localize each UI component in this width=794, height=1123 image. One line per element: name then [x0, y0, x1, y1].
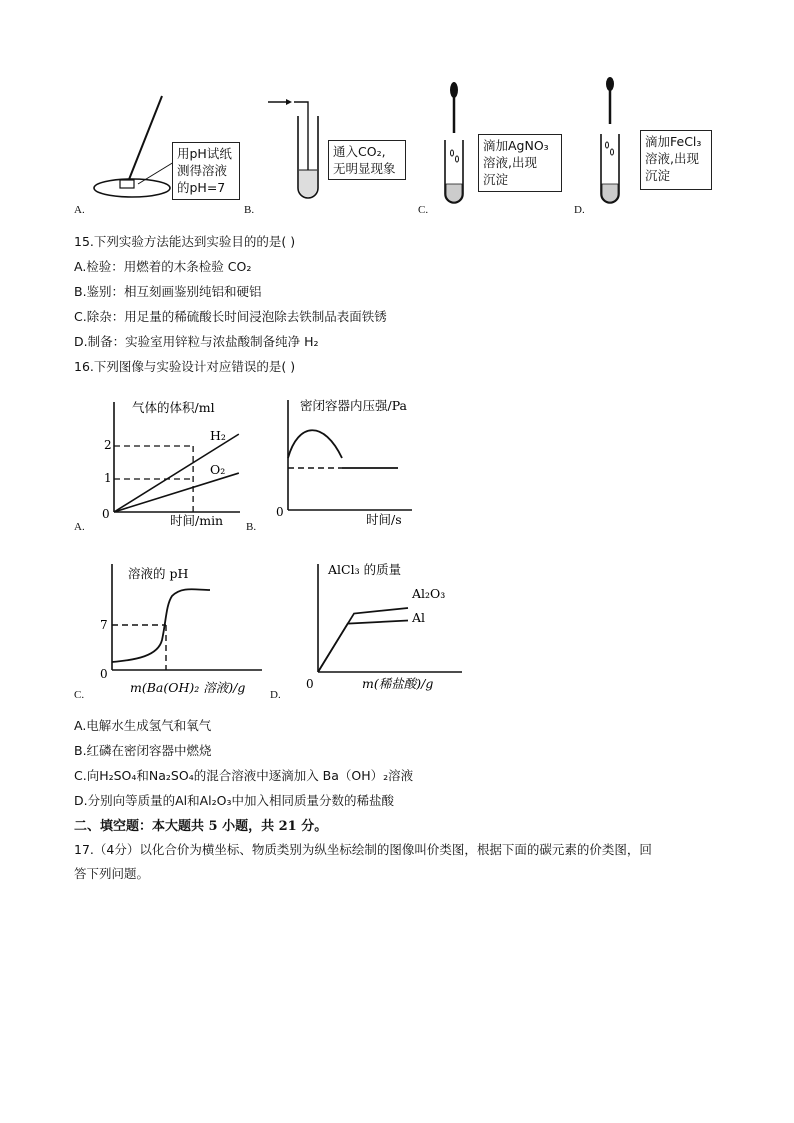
callout-c: 滴加AgNO₃ 溶液,出现 沉淀 [478, 134, 562, 192]
q16-label-d: D. [270, 689, 281, 701]
fecl3-tube-figure [596, 74, 630, 206]
q14-label-a: A. [74, 204, 85, 216]
agno3-tube-figure [440, 78, 474, 206]
y-tick-2: 2 [104, 438, 112, 452]
x-axis-label: m(稀盐酸)/g [362, 676, 434, 691]
chart-b [272, 392, 432, 528]
q17-line-1: 17.（4分）以化合价为横坐标、物质类别为纵坐标绘制的图像叫价类图，根据下面的碳元素的价类图，回 [74, 842, 652, 857]
q16-option-c: C.向H₂SO₄和Na₂SO₄的混合溶液中逐滴加入 Ba（OH）₂溶液 [74, 768, 414, 783]
origin-label: 0 [306, 677, 314, 691]
q14-label-d: D. [574, 204, 585, 216]
glass-rod [128, 96, 162, 182]
q14-label-b: B. [244, 204, 255, 216]
series-label-o2: O₂ [210, 462, 226, 477]
pressure-curve [288, 430, 342, 458]
chart-c [96, 560, 276, 700]
y-tick-7: 7 [100, 618, 108, 632]
callout-a: 用pH试纸 测得溶液 的pH=7 [172, 142, 240, 200]
q14-label-c: C. [418, 204, 429, 216]
origin-label: 0 [276, 505, 284, 519]
series-label-h2: H₂ [210, 428, 226, 443]
y-axis-label: AlCl₃ 的质量 [328, 562, 402, 577]
q16-label-c: C. [74, 689, 85, 701]
dropper-bulb [606, 77, 614, 91]
callout-d: 滴加FeCl₃ 溶液,出现 沉淀 [640, 130, 712, 190]
ph-paper [120, 180, 134, 188]
gas-tube [294, 102, 308, 172]
q16-option-a: A.电解水生成氢气和氧气 [74, 718, 212, 733]
origin-label: 0 [102, 507, 110, 521]
section-heading: 二、填空题：本大题共 5 小题，共 21 分。 [74, 819, 328, 834]
q15-option-d: D.制备：实验室用锌粒与浓盐酸制备纯净 H₂ [74, 334, 319, 349]
chart-a [100, 392, 250, 528]
arrow-icon [286, 99, 292, 105]
series-label-al: Al [412, 610, 426, 625]
q16-option-b: B.红磷在密闭容器中燃烧 [74, 743, 212, 758]
q15-option-b: B.鉴别：相互刻画鉴别纯铝和硬铝 [74, 284, 262, 299]
series-line-al2o3 [318, 608, 408, 672]
q16-stem: 16.下列图像与实验设计对应错误的是( ) [74, 359, 296, 374]
callout-b: 通入CO₂, 无明显现象 [328, 140, 406, 180]
series-label-al2o3: Al₂O₃ [412, 586, 446, 601]
y-axis-label: 密闭容器内压强/Pa [300, 398, 408, 413]
y-axis-label: 溶液的 pH [128, 566, 189, 581]
q17-line-2: 答下列问题。 [74, 866, 150, 881]
q16-option-d: D.分别向等质量的Al和Al₂O₃中加入相同质量分数的稀盐酸 [74, 793, 395, 808]
y-axis-label: 气体的体积/ml [132, 400, 215, 415]
q16-label-b: B. [246, 521, 257, 533]
q15-option-a: A.检验：用燃着的木条检验 CO₂ [74, 259, 252, 274]
x-axis-label: 时间/s [366, 512, 402, 527]
origin-label: 0 [100, 667, 108, 681]
x-axis-label: m(Ba(OH)₂ 溶液)/g [130, 680, 246, 695]
q15-stem: 15.下列实验方法能达到实验目的的是( ) [74, 234, 296, 249]
co2-tube-figure [262, 92, 332, 204]
chart-d [300, 556, 470, 696]
q15-option-c: C.除杂：用足量的稀硫酸长时间浸泡除去铁制品表面铁锈 [74, 309, 387, 324]
x-axis-label: 时间/min [170, 513, 224, 528]
y-tick-1: 1 [104, 471, 112, 485]
series-line-al [318, 621, 408, 673]
q16-label-a: A. [74, 521, 85, 533]
dropper-bulb [450, 82, 458, 98]
